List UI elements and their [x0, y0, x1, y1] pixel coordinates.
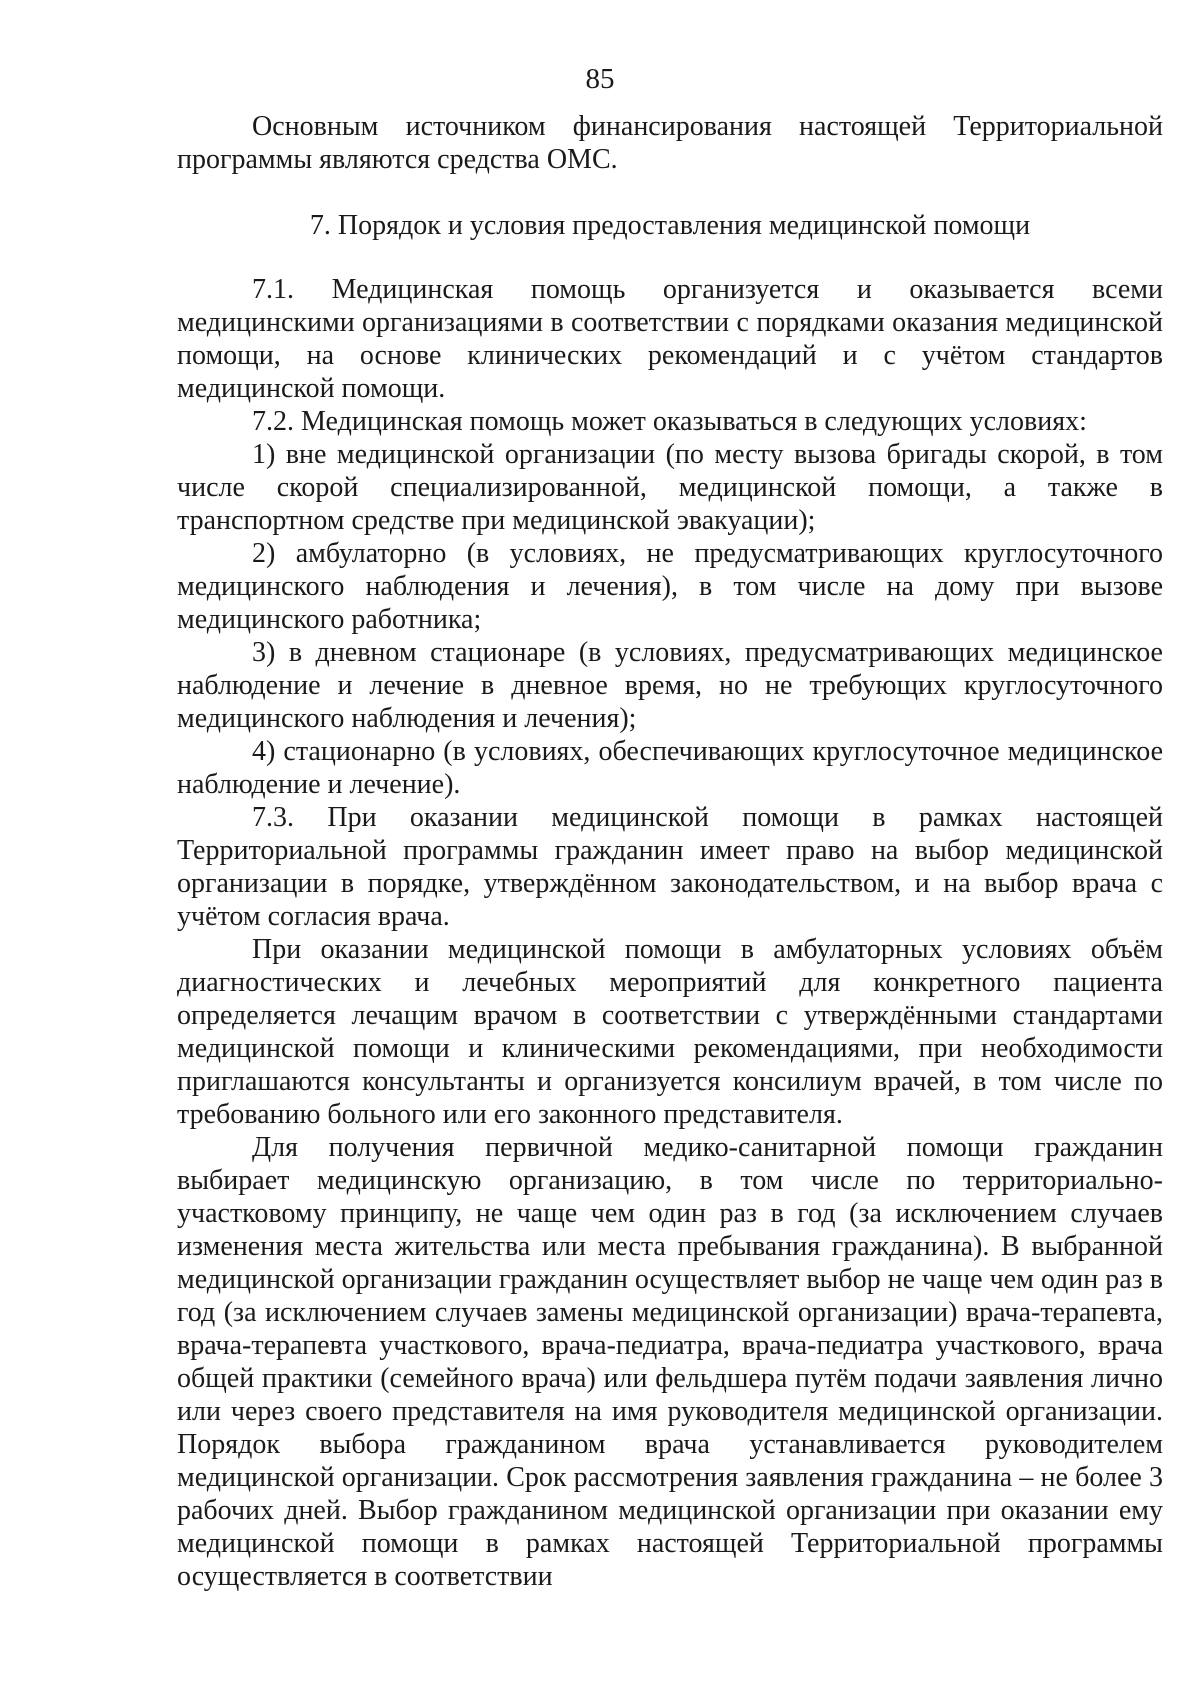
- list-item-4: 4) стационарно (в условиях, обеспечивающих круглосуточное медицинское наблюдение и лечение).: [177, 736, 1163, 800]
- paragraph-7-3: 7.3. При оказании медицинской помощи в рамках настоящей Территориальной программы гражданин имеет право на выбор медицинской организации в порядке, утверждённом законодательством, и на выбор врача с учётом согласия врача.: [177, 802, 1163, 932]
- list-item-3: 3) в дневном стационаре (в условиях, предусматривающих медицинское наблюдение и лечение в дневное время, но не требующих круглосуточного медицинского наблюдения и лечения);: [177, 637, 1163, 734]
- page-number: 85: [585, 63, 615, 95]
- paragraph-ambulatory-care: При оказании медицинской помощи в амбулаторных условиях объём диагностических и лечебных мероприятий для конкретного пациента определяется лечащим врачом в соответствии с утверждёнными стандартами медицинской помощи и клиническими рекомендациями, при необходимости приглашаются консультанты и организуется консилиум врачей, в том числе по требованию больного или его законного представителя.: [177, 934, 1163, 1130]
- paragraph-7-1: 7.1. Медицинская помощь организуется и оказывается всеми медицинскими организациями в соответствии с порядками оказания медицинской помощи, на основе клинических рекомендаций и с учётом стандартов медицинской помощи.: [177, 274, 1163, 404]
- list-item-2: 2) амбулаторно (в условиях, не предусматривающих круглосуточного медицинского наблюдения и лечения), в том числе на дому при вызове медицинского работника;: [177, 538, 1163, 635]
- list-item-1: 1) вне медицинской организации (по месту вызова бригады скорой, в том числе скорой специализированной, медицинской помощи, а также в транспортном средстве при медицинской эвакуации);: [177, 439, 1163, 536]
- paragraph-7-2: 7.2. Медицинская помощь может оказываться в следующих условиях:: [252, 406, 1087, 437]
- document-body: [177, 110, 1163, 1593]
- paragraph-financing-source: Основным источником финансирования настоящей Территориальной программы являются средства ОМС.: [177, 111, 1163, 175]
- section-heading: 7. Порядок и условия предоставления медицинской помощи: [309, 210, 1031, 241]
- paragraph-primary-care-choice: Для получения первичной медико-санитарной помощи гражданин выбирает медицинскую организацию, в том числе по территориально-участковому принципу, не чаще чем один раз в год (за исключением случаев изменения места жительства или места пребывания гражданина). В выбранной медицинской организации гражданин осуществляет выбор не чаще чем один раз в год (за исключением случаев замены медицинской организации) врача-терапевта, врача-терапевта участкового, врача-педиатра, врача-педиатра участкового, врача общей практики (семейного врача) или фельдшера путём подачи заявления лично или через своего представителя на имя руководителя медицинской организации. Порядок выбора гражданином врача устанавливается руководителем медицинской организации. Срок рассмотрения заявления гражданина – не более 3 рабочих дней. Выбор гражданином медицинской организации при оказании ему медицинской помощи в рамках настоящей Территориальной программы осуществляется в соответствии: [177, 1132, 1163, 1592]
